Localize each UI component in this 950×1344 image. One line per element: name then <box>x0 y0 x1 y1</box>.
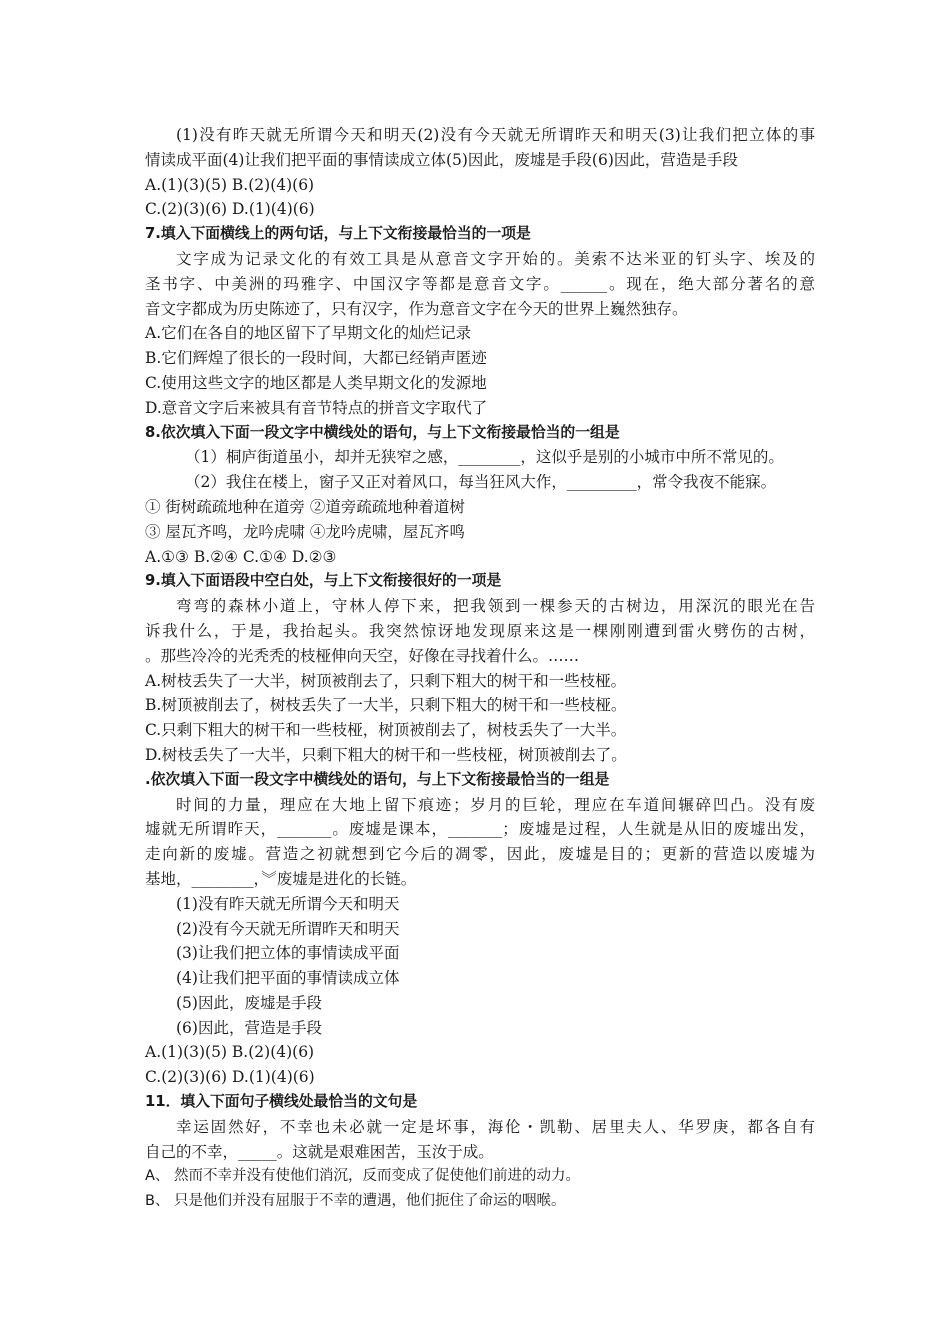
question-heading: 8.依次填入下面一段文字中横线处的语句，与上下文衔接最恰当的一组是 <box>145 423 620 441</box>
text-line: A.①③ B.②④ C.①④ D.②③ <box>145 547 337 566</box>
text-line: B、 只是他们并没有屈服于不幸的遭遇，他们扼住了命运的咽喉。 <box>145 1193 566 1210</box>
question-heading: 7.填入下面横线上的两句话，与上下文衔接最恰当的一项是 <box>145 225 531 243</box>
text-line: B.它们辉煌了很长的一段时间，大都已经销声匿迹 <box>145 349 487 368</box>
text-line: 情读成平面(4)让我们把平面的事情读成立体(5)因此，废墟是手段(6)因此，营造是手段 <box>145 150 738 169</box>
text-line: C.使用这些文字的地区都是人类早期文化的发源地 <box>145 373 487 392</box>
text-line: A、 然而不幸并没有使他们消沉，反而变成了促使他们前进的动力。 <box>145 1168 581 1185</box>
text-line: （2）我住在楼上，窗子又正对着风口，每当狂风大作，_________，常令我夜不能寐。 <box>185 473 777 492</box>
text-line: D.意音文字后来被具有音节特点的拼音文字取代了 <box>145 398 488 417</box>
text-line: A.它们在各自的地区留下了早期文化的灿烂记录 <box>145 324 472 343</box>
text-line: (3)让我们把立体的事情读成平面 <box>176 944 400 963</box>
text-line: 音文字都成为历史陈迹了，只有汉字，作为意音文字在今天的世界上巍然独存。 <box>145 299 688 318</box>
text-line: 诉我什么，于是，我抬起头。我突然惊讶地发现原来这是一棵刚刚遭到雷火劈伤的古树， <box>145 621 815 640</box>
text-line: (5)因此，废墟是手段 <box>176 993 322 1012</box>
text-line: 时间的力量，理应在大地上留下痕迹；岁月的巨轮，理应在车道间辗碎凹凸。没有废 <box>176 795 815 814</box>
question-heading: 11．填入下面句子横线处最恰当的文句是 <box>145 1093 418 1111</box>
text-line: 幸运固然好，不幸也未必就一定是坏事，海伦・凯勒、居里夫人、华罗庚，都各自有 <box>176 1117 815 1136</box>
text-line: (6)因此，营造是手段 <box>176 1018 322 1037</box>
text-line: C.(2)(3)(6) D.(1)(4)(6) <box>145 1068 315 1087</box>
text-line: A.(1)(3)(5) B.(2)(4)(6) <box>145 1043 315 1062</box>
text-line: C.(2)(3)(6) D.(1)(4)(6) <box>145 200 315 219</box>
text-line: 走向新的废墟。营造之初就想到它今后的凋零，因此，废墟是目的；更新的营造以废墟为 <box>145 845 815 864</box>
text-line: 。那些冷冷的光秃秃的枝桠伸向天空，好像在寻找着什么。…… <box>145 646 580 665</box>
text-line: C.只剩下粗大的树干和一些枝桠，树顶被削去了，树枝丢失了一大半。 <box>145 721 627 740</box>
text-line: 墟就无所谓昨天，_______。废墟是课本，_______；废墟是过程，人生就是从旧的废墟出发， <box>145 820 815 839</box>
text-line: ① 街树疏疏地种在道旁 ②道旁疏疏地种着道树 <box>145 497 465 516</box>
text-line: (1)没有昨天就无所谓今天和明天 <box>176 894 400 913</box>
text-line: （1）桐庐街道虽小，却并无狭窄之感，________，这似乎是别的小城市中所不常见的。 <box>185 448 784 467</box>
text-line: 自己的不幸，_____。这就是艰难困苦，玉汝于成。 <box>145 1142 494 1161</box>
text-line: A.树枝丢失了一大半，树顶被削去了，只剩下粗大的树干和一些枝桠。 <box>145 671 627 690</box>
text-line: 弯弯的森林小道上，守林人停下来，把我领到一棵参天的古树边，用深沉的眼光在告 <box>176 597 815 616</box>
text-line: ③ 屋瓦齐鸣，龙吟虎啸 ④龙吟虎啸，屋瓦齐鸣 <box>145 522 465 541</box>
question-heading: 9.填入下面语段中空白处，与上下文衔接很好的一项是 <box>145 572 502 590</box>
text-line: B.树顶被削去了，树枝丢失了一大半，只剩下粗大的树干和一些枝桠。 <box>145 696 627 715</box>
text-line: (1)没有昨天就无所谓今天和明天(2)没有今天就无所谓昨天和明天(3)让我们把立体的事 <box>176 126 815 144</box>
text-line: (4)让我们把平面的事情读成立体 <box>176 969 400 988</box>
text-line: 文字成为记录文化的有效工具是从意音文字开始的。美索不达米亚的钉头字、埃及的 <box>176 249 815 268</box>
question-heading: .依次填入下面一段文字中横线处的语句，与上下文衔接最恰当的一组是 <box>145 770 610 788</box>
text-line: D.树枝丢失了一大半，只剩下粗大的树干和一些枝桠，树顶被削去了。 <box>145 745 627 764</box>
text-line: 基地，________，︾废墟是进化的长链。 <box>145 869 417 888</box>
document-page <box>145 123 815 1214</box>
text-line: 圣书字、中美洲的玛雅字、中国汉字等都是意音文字。______。现在，绝大部分著名的意 <box>145 274 815 293</box>
text-line: A.(1)(3)(5) B.(2)(4)(6) <box>145 175 315 194</box>
text-line: (2)没有今天就无所谓昨天和明天 <box>176 919 400 938</box>
